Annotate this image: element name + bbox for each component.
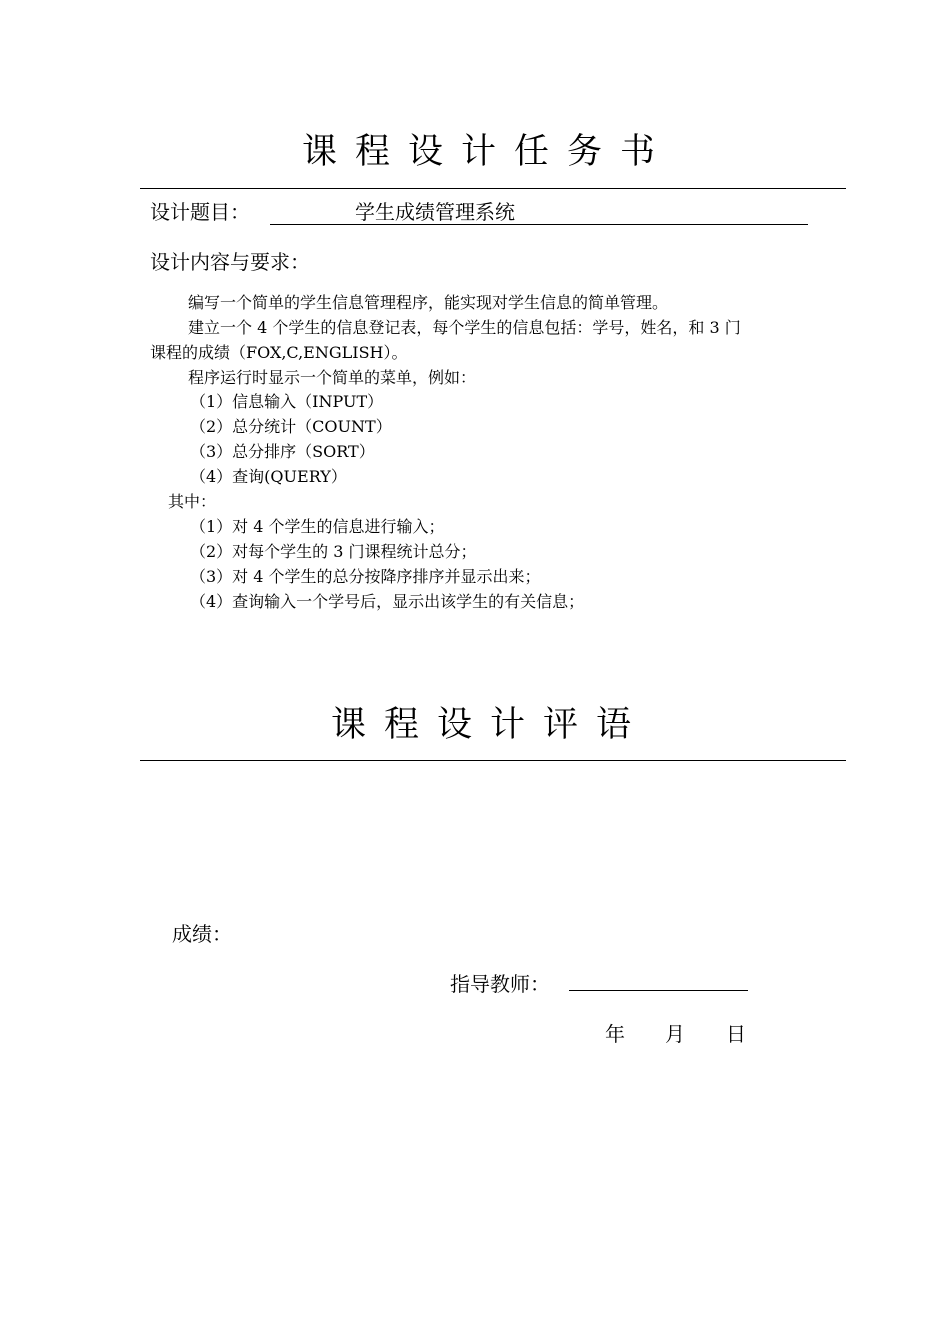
date-month: 月	[665, 1022, 685, 1046]
menu-item: （3）总分排序（SORT）	[190, 442, 375, 461]
detail-item: （1）对 4 个学生的信息进行输入；	[190, 517, 445, 536]
detail-item: （3）对 4 个学生的总分按降序排序并显示出来；	[190, 567, 541, 586]
detail-item: （2）对每个学生的 3 门课程统计总分；	[190, 542, 477, 561]
topic-underline	[270, 224, 808, 225]
topic-value: 学生成绩管理系统	[355, 200, 515, 224]
menu-item: （4）查询(QUERY）	[190, 467, 347, 486]
review-title: 课程设计评语	[331, 705, 650, 745]
advisor-label: 指导教师：	[450, 972, 550, 996]
detail-item: （4）查询输入一个学号后，显示出该学生的有关信息；	[190, 592, 585, 611]
requirement-line: 程序运行时显示一个简单的菜单，例如：	[188, 368, 477, 387]
menu-item: （1）信息输入（INPUT）	[190, 392, 384, 411]
date-year: 年	[605, 1022, 625, 1046]
topic-label: 设计题目：	[150, 200, 250, 224]
advisor-signature-line	[569, 990, 748, 991]
requirement-line: 课程的成绩（FOX,C,ENGLISH）。	[150, 343, 408, 362]
requirement-line: 编写一个简单的学生信息管理程序，能实现对学生信息的简单管理。	[188, 293, 669, 312]
grade-label: 成绩：	[172, 922, 232, 946]
requirements-heading: 设计内容与要求：	[150, 250, 310, 274]
task-title: 课程设计任务书	[302, 132, 674, 172]
date-day: 日	[726, 1022, 746, 1046]
title-divider	[140, 188, 846, 189]
requirement-line: 建立一个 4 个学生的信息登记表，每个学生的信息包括：学号，姓名，和 3 门	[188, 318, 741, 337]
detail-heading: 其中：	[168, 492, 217, 511]
review-divider	[140, 760, 846, 761]
menu-item: （2）总分统计（COUNT）	[190, 417, 392, 436]
